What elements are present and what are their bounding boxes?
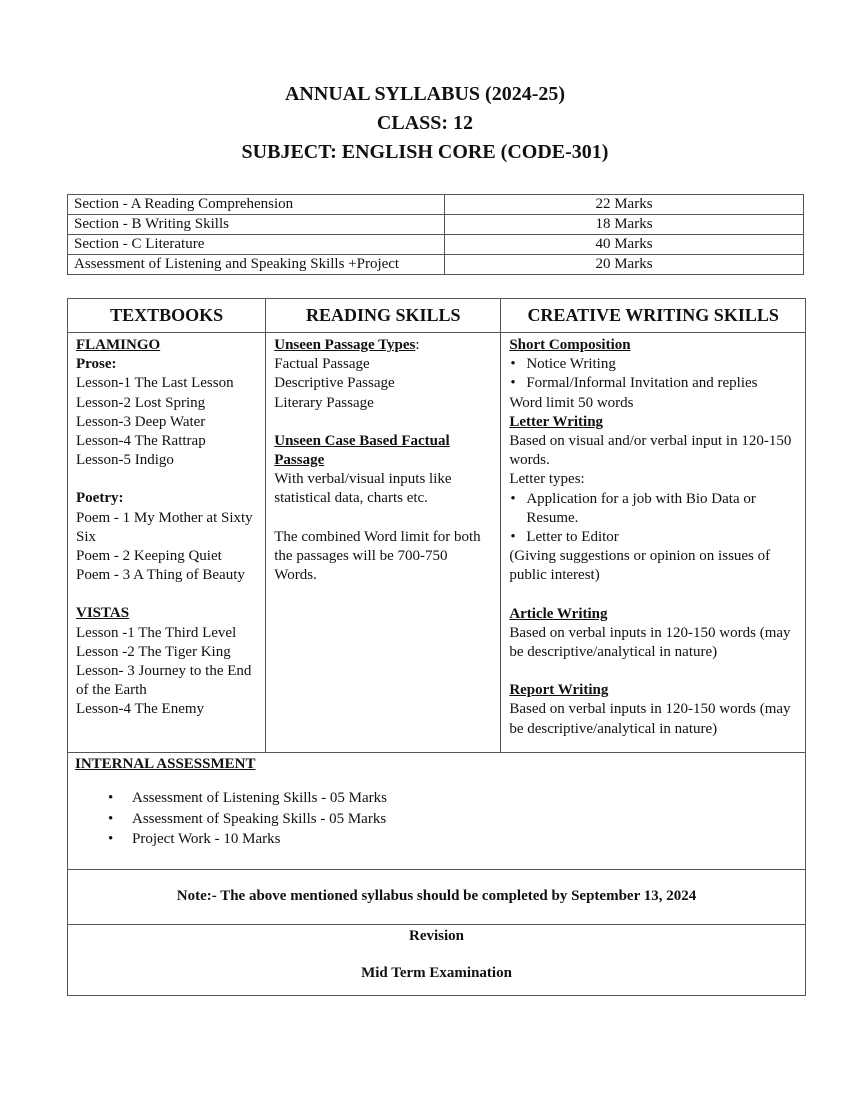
internal-assessment-row: [68, 752, 806, 869]
list-item: • Notice Writing: [526, 355, 798, 374]
case-based-description: With verbal/visual inputs like statistical data, charts etc.: [274, 471, 452, 507]
list-item: • Assessment of Speaking Skills - 05 Marks: [132, 809, 798, 830]
prose-lesson: Lesson-5 Indigo: [76, 452, 174, 469]
poem-item: Poem - 2 Keeping Quiet: [76, 548, 222, 565]
section-cell: Section - C Literature: [68, 235, 445, 255]
list-item: • Letter to Editor: [526, 528, 798, 547]
marks-cell: 20 Marks: [445, 255, 804, 275]
textbooks-header: TEXTBOOKS: [68, 299, 266, 333]
passage-types-colon: :: [415, 337, 420, 353]
passage-types-heading: [274, 336, 493, 355]
prose-lesson: Lesson-4 The Rattrap: [76, 433, 206, 450]
letter-types-label: Letter types:: [509, 471, 585, 488]
completion-note: Note:- The above mentioned syllabus should be completed by September 13, 2024: [68, 869, 806, 924]
document-header: [0, 80, 850, 167]
vistas-lesson: Lesson- 3 Journey to the End of the Earth: [76, 663, 252, 699]
section-cell: Section - B Writing Skills: [68, 215, 445, 235]
poem-item: Poem - 1 My Mother at Sixty Six: [76, 509, 253, 545]
article-writing-description: Based on verbal inputs in 120-150 words (may be descriptive/analytical in nature): [509, 624, 791, 661]
list-item: • Formal/Informal Invitation and replies: [526, 374, 798, 393]
textbooks-cell: [68, 333, 266, 753]
article-writing-title: Article Writing: [509, 605, 608, 622]
note-row: [68, 869, 806, 924]
marks-cell: 40 Marks: [445, 235, 804, 255]
creative-writing-cell: [501, 333, 806, 753]
table-row: [68, 215, 804, 235]
vistas-lesson: Lesson -1 The Third Level: [76, 624, 237, 641]
subject-title: SUBJECT: ENGLISH CORE (CODE-301): [241, 141, 609, 163]
passage-type: Factual Passage: [274, 356, 370, 373]
reading-skills-header: READING SKILLS: [266, 299, 501, 333]
vistas-title: VISTAS: [76, 605, 130, 622]
prose-lesson: Lesson-3 Deep Water: [76, 413, 206, 430]
internal-assessment-title: INTERNAL ASSESSMENT: [75, 755, 256, 772]
marks-cell: 18 Marks: [445, 215, 804, 235]
passage-types-title: Unseen Passage Types: [274, 337, 416, 353]
letter-writing-description: Based on visual and/or verbal input in 120-150 words.: [509, 433, 792, 469]
letter-types-list: [509, 490, 798, 548]
passage-type: Literary Passage: [274, 394, 374, 411]
short-composition-title: Short Composition: [509, 337, 631, 353]
passage-type: Descriptive Passage: [274, 375, 395, 392]
reading-skills-cell: [266, 333, 501, 753]
list-item: • Project Work - 10 Marks: [132, 829, 798, 850]
section-cell: Assessment of Listening and Speaking Skills +Project: [68, 255, 445, 275]
list-item: • Assessment of Listening Skills - 05 Marks: [132, 788, 798, 809]
case-based-title: Unseen Case Based Factual Passage: [274, 432, 450, 469]
report-writing-title: Report Writing: [509, 682, 609, 699]
prose-label: Prose:: [76, 356, 117, 373]
flamingo-title: FLAMINGO: [76, 337, 161, 353]
internal-assessment-list: [75, 788, 798, 850]
prose-lesson: Lesson-1 The Last Lesson: [76, 375, 234, 392]
vistas-lesson: Lesson-4 The Enemy: [76, 701, 205, 718]
mid-term-text: Mid Term Examination: [361, 964, 512, 981]
letter-note: (Giving suggestions or opinion on issues of public interest): [509, 548, 771, 584]
prose-lesson: Lesson-2 Lost Spring: [76, 394, 206, 411]
class-title: CLASS: 12: [376, 112, 474, 134]
syllabus-title: ANNUAL SYLLABUS (2024-25): [284, 83, 566, 105]
short-word-limit: Word limit 50 words: [509, 394, 634, 411]
word-limit-text: The combined Word limit for both the passages will be 700-750 Words.: [274, 528, 481, 584]
poetry-label: Poetry:: [76, 490, 124, 507]
marks-cell: 22 Marks: [445, 195, 804, 215]
list-item: • Application for a job with Bio Data or Resume.: [526, 490, 798, 528]
syllabus-table: [67, 298, 806, 996]
creative-writing-header: CREATIVE WRITING SKILLS: [501, 299, 806, 333]
table-row: [68, 235, 804, 255]
revision-text: Revision: [408, 927, 464, 944]
vistas-lesson: Lesson -2 The Tiger King: [76, 643, 231, 660]
table-row: [68, 255, 804, 275]
report-writing-description: Based on verbal inputs in 120-150 words (may be descriptive/analytical in nature): [509, 701, 791, 737]
revision-row: [68, 924, 806, 995]
poem-item: Poem - 3 A Thing of Beauty: [76, 567, 245, 584]
internal-assessment-cell: [68, 752, 806, 869]
marks-distribution-table: [67, 194, 804, 275]
revision-cell: [68, 924, 806, 995]
short-composition-list: [509, 355, 798, 393]
column-header-row: [68, 299, 806, 333]
content-row: [68, 333, 806, 753]
section-cell: Section - A Reading Comprehension: [68, 195, 445, 215]
table-row: [68, 195, 804, 215]
letter-writing-title: Letter Writing: [509, 413, 604, 430]
